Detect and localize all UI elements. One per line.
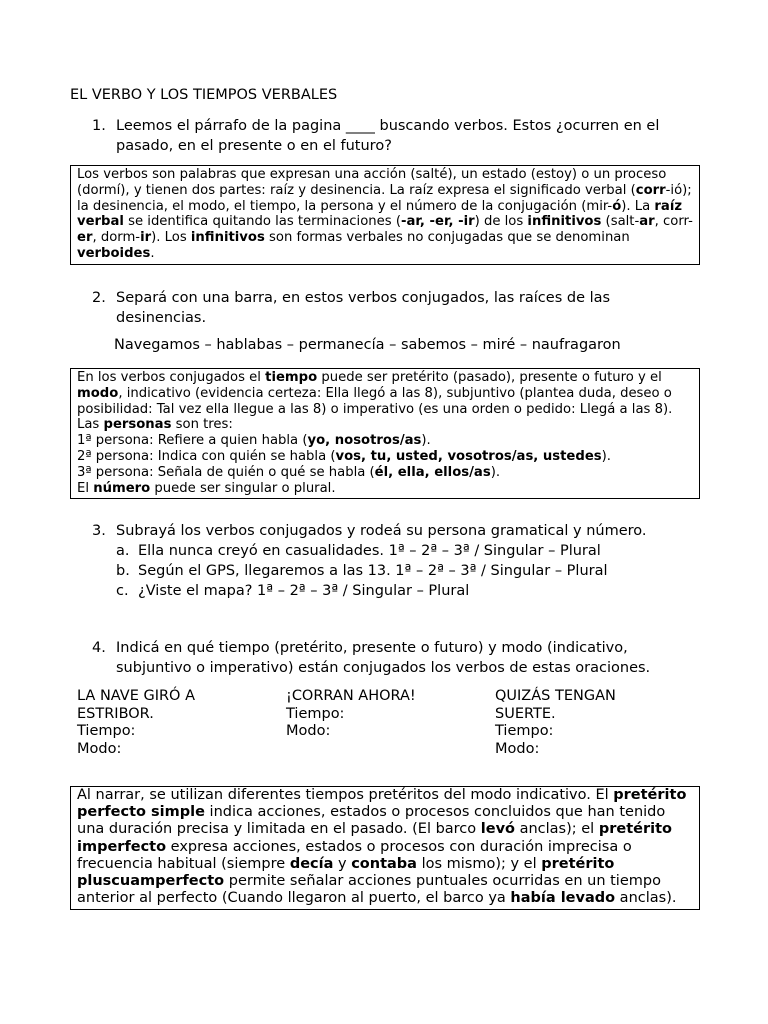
bold-term: había levado xyxy=(510,890,616,907)
text-run: los mismo); y el xyxy=(416,855,542,872)
item-letter: b. xyxy=(116,563,130,579)
question-text: Subrayá los verbos conjugados y rodeá su persona gramatical y número. xyxy=(116,523,647,539)
text-run: y xyxy=(333,855,352,872)
text-run: se identifica quitando las terminaciones ( xyxy=(123,214,401,230)
sentence-column-2 xyxy=(286,688,476,741)
bold-term: -ar, -er, -ir xyxy=(400,214,475,230)
text-run: En los verbos conjugados el xyxy=(77,370,266,385)
question-number: 2. xyxy=(92,290,106,306)
bold-term: decía xyxy=(289,855,334,872)
bold-term: levó xyxy=(480,821,515,838)
bold-term: él, ella, ellos/as xyxy=(374,464,491,480)
item-text: Según el GPS, llegaremos a las 13. 1ª – 2ª – 3ª / Singular – Plural xyxy=(138,563,608,579)
text-run: -ió); la desinencia, el modo, el tiempo, la persona y el número de la conjugación (mir- xyxy=(77,182,692,214)
text-run: El xyxy=(77,480,94,496)
modo-label: Modo: xyxy=(77,740,122,757)
modo-label: Modo: xyxy=(286,723,331,739)
sentence-text: QUIZÁS TENGAN SUERTE. xyxy=(495,688,616,722)
question-2 xyxy=(92,288,704,328)
bold-term: ir xyxy=(140,230,152,246)
question-3-item xyxy=(116,541,601,561)
text-run: son tres: xyxy=(171,417,233,433)
bold-term: infinitivos xyxy=(527,214,602,230)
text-run: 3ª persona: Señala de quién o qué se habla ( xyxy=(77,464,375,480)
bold-term: ó xyxy=(612,198,622,214)
text-run: ). xyxy=(490,464,501,480)
tiempo-label: Tiempo: xyxy=(286,705,345,722)
question-3 xyxy=(92,521,704,541)
bold-term: tiempo xyxy=(265,370,318,385)
text-run: , indicativo (evidencia certeza: Ella llegó a las 8), subjuntivo (plantea duda, deseo o posibilidad: Tal vez ella llegue a las 8) o imperativo (es una orden o pedido: Llegá a las 8). Las xyxy=(77,385,673,433)
question-text: Leemos el párrafo de la pagina ____ buscando verbos. Estos ¿ocurren en el pasado, en el presente o en el futuro? xyxy=(116,118,660,154)
box-line xyxy=(77,481,694,497)
bold-term: personas xyxy=(103,417,172,433)
text-run: permite señalar acciones puntuales ocurridas en un tiempo anterior al perfecto (Cuando llegaron al puerto, el barco ya xyxy=(77,873,661,907)
modo-label: Modo: xyxy=(495,740,540,757)
text-run: expresa acciones, estados o procesos con duración imprecisa o frecuencia habitual (siempre xyxy=(77,838,632,872)
sentence-text: LA NAVE GIRÓ A ESTRIBOR. xyxy=(77,688,195,722)
sentence-column-1 xyxy=(77,688,237,758)
text-run: son formas verbales no conjugadas que se denominan xyxy=(264,230,630,246)
text-run: Los verbos son palabras que expresan una acción (salté), un estado (estoy) o un proceso (dormí), y tienen dos partes: raíz y desinencia. La raíz expresa el significado verbal ( xyxy=(77,167,667,198)
bold-term: verboides xyxy=(77,245,151,261)
sentence-text: ¡CORRAN AHORA! xyxy=(286,688,416,704)
question-number: 3. xyxy=(92,523,106,539)
page-title: EL VERBO Y LOS TIEMPOS VERBALES xyxy=(70,87,338,103)
bold-term: número xyxy=(93,480,151,496)
question-text: Separá con una barra, en estos verbos conjugados, las raíces de las desinencias. xyxy=(116,290,611,326)
text-run: , dorm- xyxy=(92,230,141,246)
box-line xyxy=(77,465,694,481)
bold-term: er xyxy=(77,230,93,246)
text-run: ). xyxy=(601,448,611,464)
tiempo-label: Tiempo: xyxy=(495,723,554,739)
bold-term: raíz verbal xyxy=(77,198,683,230)
text-run: anclas). xyxy=(615,890,677,907)
bold-term: contaba xyxy=(351,855,417,872)
text-run: puede ser singular o plural. xyxy=(150,480,336,496)
item-letter: c. xyxy=(116,583,129,599)
box-line xyxy=(77,370,694,433)
bold-term: pretérito imperfecto xyxy=(77,821,672,855)
info-box-verbs xyxy=(70,165,700,265)
box-line xyxy=(77,449,694,465)
text-run: ). xyxy=(421,433,431,449)
item-text: Ella nunca creyó en casualidades. 1ª – 2ª – 3ª / Singular – Plural xyxy=(138,543,601,559)
info-box-tiempo-modo-persona xyxy=(70,368,700,499)
text-run: ). La xyxy=(621,198,655,214)
info-box-preteritos xyxy=(70,786,700,910)
bold-term: yo, nosotros/as xyxy=(307,433,422,449)
text-run: 1ª persona: Refiere a quien habla ( xyxy=(77,433,308,449)
question-4 xyxy=(92,638,704,678)
question-3-item xyxy=(116,581,469,601)
text-run: anclas); el xyxy=(514,821,599,838)
bold-term: ar xyxy=(639,214,655,230)
bold-term: vos, tu, usted, vosotros/as, ustedes xyxy=(335,448,602,464)
question-3-item xyxy=(116,561,608,581)
text-run: . xyxy=(150,245,155,261)
sentence-column-3 xyxy=(495,688,645,758)
bold-term: corr xyxy=(635,182,666,198)
question-number: 1. xyxy=(92,118,106,134)
text-run: , corr- xyxy=(654,214,693,230)
text-run: indica acciones, estados o procesos concluidos que han tenido una duración precisa y limitada en el pasado. (El barco xyxy=(77,804,666,838)
text-run: ). Los xyxy=(151,230,191,246)
question-1 xyxy=(92,116,704,156)
item-letter: a. xyxy=(116,543,130,559)
bold-term: pretérito pluscuamperfecto xyxy=(77,855,615,890)
verbs-list: Navegamos – hablabas – permanecía – sabemos – miré – naufragaron xyxy=(114,337,621,353)
text-run: (salt- xyxy=(601,214,640,230)
question-text: Indicá en qué tiempo (pretérito, presente o futuro) y modo (indicativo, subjuntivo o imperativo) están conjugados los verbos de estas oraciones. xyxy=(116,640,651,676)
item-text: ¿Viste el mapa? 1ª – 2ª – 3ª / Singular – Plural xyxy=(138,583,470,599)
text-run: ) de los xyxy=(474,214,528,230)
text-run: puede ser pretérito (pasado), presente o futuro y el xyxy=(317,370,662,385)
bold-term: pretérito perfecto simple xyxy=(77,787,687,821)
text-run: 2ª persona: Indica con quién se habla ( xyxy=(77,448,336,464)
tiempo-label: Tiempo: xyxy=(77,723,136,739)
question-number: 4. xyxy=(92,640,106,656)
bold-term: modo xyxy=(77,385,119,401)
bold-term: infinitivos xyxy=(190,230,265,246)
text-run: Al narrar, se utilizan diferentes tiempos pretéritos del modo indicativo. El xyxy=(77,787,614,803)
box-line xyxy=(77,433,694,449)
